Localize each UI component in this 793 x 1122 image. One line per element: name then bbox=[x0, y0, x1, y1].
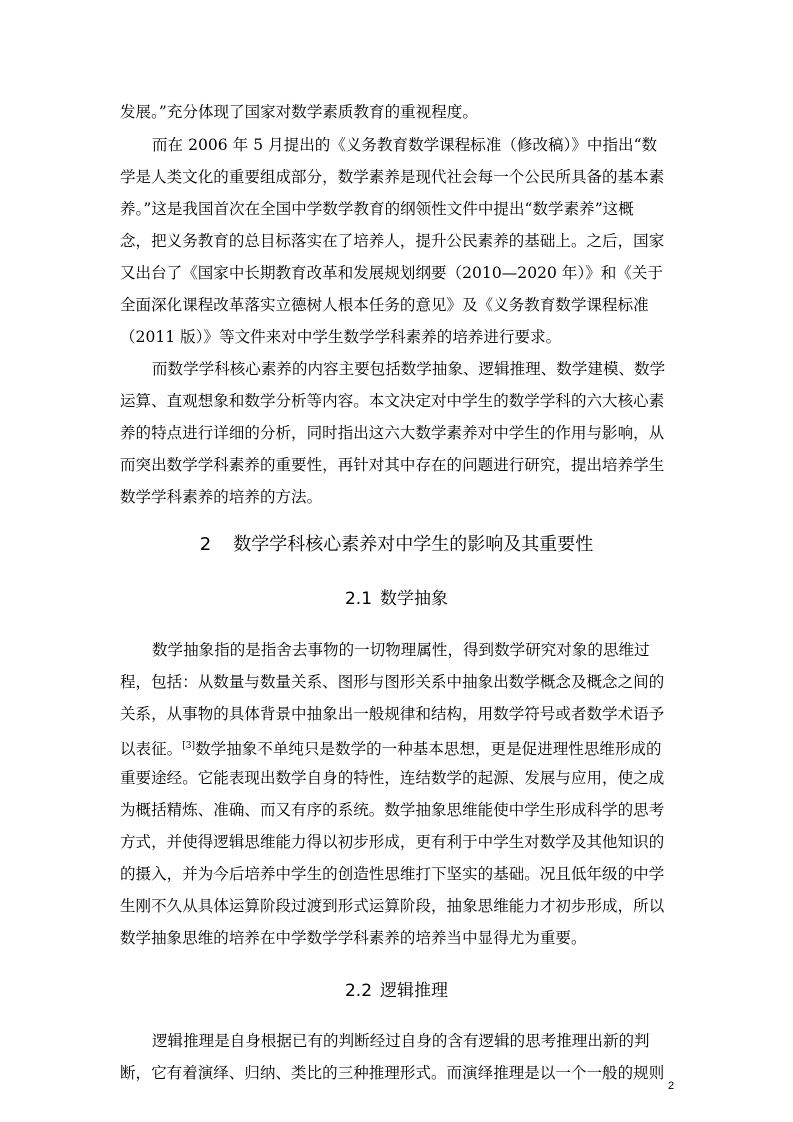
paragraph-line: 为概括精炼、准确、而又有序的系统。数学抽象思维能使中学生形成科学的思考 bbox=[120, 801, 665, 819]
section-number: 2 bbox=[199, 534, 212, 555]
citation-reference[interactable]: [3] bbox=[182, 741, 196, 751]
paragraph-line: 学是人类文化的重要组成部分，数学素养是现代社会每一个公民所具备的基本素 bbox=[120, 168, 665, 186]
subsection-number: 2.1 bbox=[344, 589, 373, 609]
subsection-title: 数学抽象 bbox=[380, 589, 449, 609]
paragraph-line: （2011 版）》等文件来对中学生数学学科素养的培养进行要求。 bbox=[120, 328, 562, 346]
paragraph-line: 数学抽象思维的培养在中学数学学科素养的培养当中显得尤为重要。 bbox=[120, 929, 587, 947]
paragraph-line: 又出台了《国家中长期教育改革和发展规划纲要（2010—2020 年）》和《关于 bbox=[120, 264, 664, 282]
line-text: 以表征。 bbox=[120, 740, 183, 758]
paragraph-line bbox=[120, 736, 662, 759]
paragraph-line: 数学抽象指的是指舍去事物的一切物理属性，得到数学研究对象的思维过 bbox=[152, 641, 650, 659]
paragraph-line: 的摄入，并为今后培养中学生的创造性思维打下坚实的基础。况且低年级的中学 bbox=[120, 865, 665, 883]
paragraph-line: 生刚不久从具体运算阶段过渡到形式运算阶段，抽象思维能力才初步形成，所以 bbox=[120, 897, 665, 915]
paragraph-line: 方式，并使得逻辑思维能力得以初步形成，更有利于中学生对数学及其他知识的 bbox=[120, 833, 665, 851]
subsection-number: 2.2 bbox=[344, 981, 373, 1001]
paragraph-line: 运算、直观想象和数学分析等内容。本文决定对中学生的数学学科的六大核心素 bbox=[120, 392, 665, 410]
subsection-heading bbox=[0, 980, 793, 1002]
paragraph-line: 全面深化课程改革落实立德树人根本任务的意见》及《义务教育数学课程标准 bbox=[120, 296, 649, 314]
paragraph-line: 数学学科素养的培养的方法。 bbox=[120, 488, 323, 506]
section-title: 数学学科核心素养对中学生的影响及其重要性 bbox=[233, 534, 594, 555]
paragraph-line: 念，把义务教育的总目标落实在了培养人，提升公民素养的基础上。之后，国家 bbox=[120, 232, 665, 250]
paragraph-line: 关系，从事物的具体背景中抽象出一般规律和结构，用数学符号或者数学术语予 bbox=[120, 705, 665, 723]
section-heading bbox=[0, 533, 793, 557]
paragraph-line: 逻辑推理是自身根据已有的判断经过自身的含有逻辑的思考推理出新的判 bbox=[152, 1032, 650, 1050]
line-text: 数学抽象不单纯只是数学的一种基本思想，更是促进理性思维形成的 bbox=[195, 740, 662, 758]
paragraph-line: 程，包括：从数量与数量关系、图形与图形关系中抽象出数学概念及概念之间的 bbox=[120, 673, 665, 691]
paragraph-line: 发展。”充分体现了国家对数学素质教育的重视程度。 bbox=[120, 103, 478, 121]
subsection-heading bbox=[0, 588, 793, 610]
paragraph-line: 养。”这是我国首次在全国中学数学教育的纲领性文件中提出“数学素养”这概 bbox=[120, 200, 634, 218]
paragraph-line: 而数学学科核心素养的内容主要包括数学抽象、逻辑推理、数学建模、数学 bbox=[152, 360, 666, 378]
paragraph-line: 养的特点进行详细的分析，同时指出这六大数学素养对中学生的作用与影响，从 bbox=[120, 424, 665, 442]
paragraph-line: 重要途经。它能表现出数学自身的特性，连结数学的起源、发展与应用，使之成 bbox=[120, 769, 665, 787]
paragraph-line: 而在 2006 年 5 月提出的《义务教育数学课程标准（修改稿）》中指出“数 bbox=[152, 136, 658, 154]
paragraph-line: 而突出数学学科素养的重要性，再针对其中存在的问题进行研究，提出培养学生 bbox=[120, 456, 665, 474]
page-number: 2 bbox=[668, 1080, 675, 1092]
subsection-title: 逻辑推理 bbox=[380, 981, 449, 1001]
paragraph-line: 断，它有着演绎、归纳、类比的三种推理形式。而演绎推理是以一个一般的规则 bbox=[120, 1064, 665, 1082]
